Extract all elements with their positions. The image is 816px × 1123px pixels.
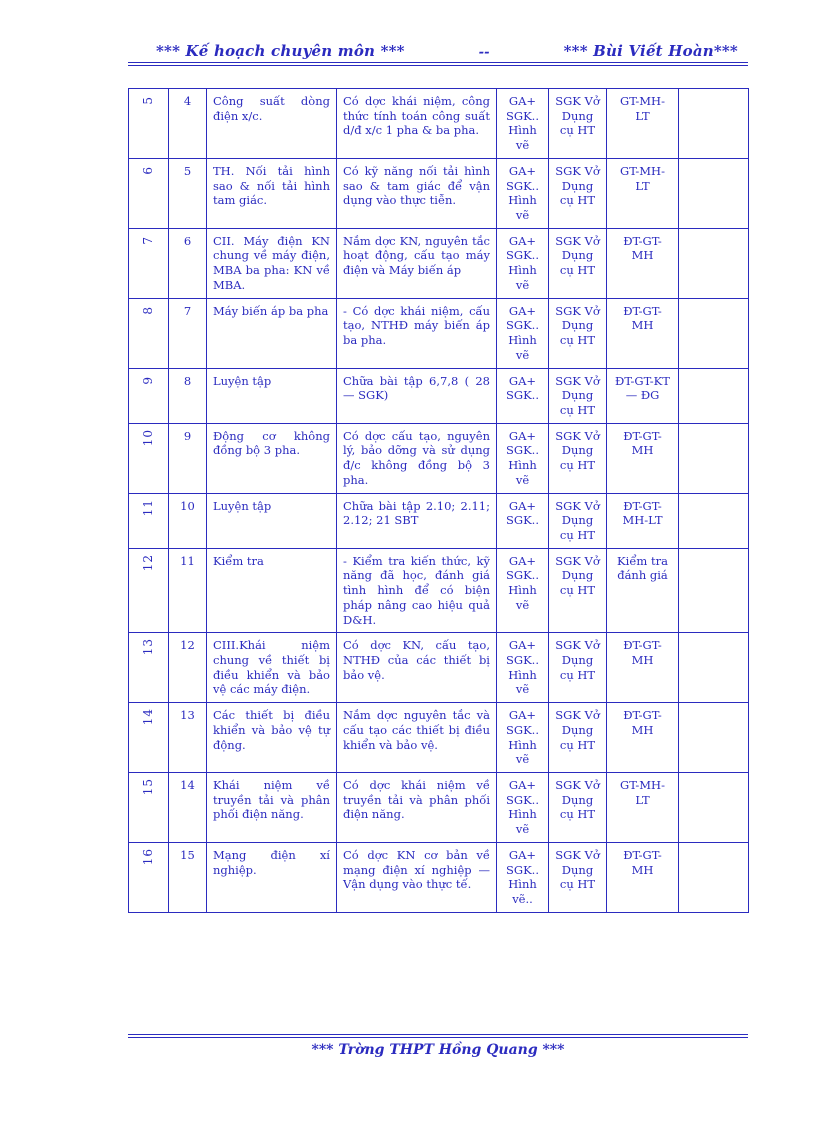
cell-period: 9 (169, 423, 207, 493)
cell-note (679, 89, 749, 159)
cell-note (679, 633, 749, 703)
week-value: 13 (140, 638, 155, 656)
header-author: *** Bùi Viết Hoàn*** (563, 42, 738, 60)
week-value: 16 (140, 847, 155, 866)
cell-period: 8 (169, 368, 207, 423)
cell-preparation: GA+ SGK.. Hình vẽ (497, 228, 549, 298)
cell-topic: TH. Nối tải hình sao & nối tải hình tam giác. (207, 158, 337, 228)
cell-equipment: SGK Vở Dụng cụ HT (549, 842, 607, 912)
cell-preparation: GA+ SGK.. (497, 368, 549, 423)
cell-preparation: GA+ SGK.. Hình vẽ (497, 548, 549, 633)
week-value: 14 (140, 708, 155, 726)
table-row (129, 633, 749, 703)
cell-topic: Khái niệm về truyền tải và phân phối điện năng. (207, 773, 337, 843)
cell-preparation: GA+ SGK.. Hình vẽ (497, 773, 549, 843)
week-value: 9 (140, 375, 155, 385)
cell-method: ĐT-GT-MH (607, 298, 679, 368)
week-value: 6 (140, 166, 155, 175)
cell-period: 5 (169, 158, 207, 228)
cell-note (679, 228, 749, 298)
header-title-left: *** Kế hoạch chuyên môn *** (156, 42, 405, 60)
cell-period: 13 (169, 703, 207, 773)
table-row (129, 89, 749, 159)
cell-equipment: SGK Vở Dụng cụ HT (549, 89, 607, 159)
cell-topic: CII. Máy điện KN chung về máy điện, MBA ba pha: KN về MBA. (207, 228, 337, 298)
cell-week (129, 773, 169, 843)
cell-equipment: SGK Vở Dụng cụ HT (549, 158, 607, 228)
cell-method: GT-MH-LT (607, 773, 679, 843)
week-value: 8 (140, 305, 155, 315)
cell-method: ĐT-GT-KT — ĐG (607, 368, 679, 423)
cell-preparation: GA+ SGK.. (497, 493, 549, 548)
cell-week (129, 89, 169, 159)
cell-goal: - Kiểm tra kiến thức, kỹ năng đã học, đánh giá tình hình để có biện pháp nâng cao hiệu quả D&H. (337, 548, 497, 633)
cell-preparation: GA+ SGK.. Hình vẽ (497, 89, 549, 159)
table-row (129, 158, 749, 228)
cell-equipment: SGK Vở Dụng cụ HT (549, 773, 607, 843)
cell-note (679, 493, 749, 548)
footer-school-name: *** Trờng THPT Hồng Quang *** (311, 1042, 565, 1058)
week-value: 5 (140, 96, 155, 105)
week-value: 11 (140, 498, 155, 516)
cell-preparation: GA+ SGK.. Hình vẽ (497, 703, 549, 773)
table-row (129, 423, 749, 493)
cell-goal: Chữa bài tập 2.10; 2.11; 2.12; 21 SBT (337, 493, 497, 548)
cell-goal: Có dợc khái niệm về truyền tải và phân phối điện năng. (337, 773, 497, 843)
cell-period: 6 (169, 228, 207, 298)
week-value: 12 (140, 553, 155, 571)
cell-goal: Có dợc khái niệm, công thức tính toán công suất d/đ x/c 1 pha & ba pha. (337, 89, 497, 159)
cell-topic: Luyện tập (207, 368, 337, 423)
header-separator: -- (478, 45, 490, 60)
cell-week (129, 368, 169, 423)
cell-preparation: GA+ SGK.. Hình vẽ (497, 423, 549, 493)
cell-topic: Công suất dòng điện x/c. (207, 89, 337, 159)
table-row (129, 368, 749, 423)
cell-period: 4 (169, 89, 207, 159)
table-row (129, 228, 749, 298)
schedule-table-body (129, 89, 749, 913)
cell-note (679, 548, 749, 633)
cell-equipment: SGK Vở Dụng cụ HT (549, 703, 607, 773)
cell-goal: Có dợc KN, cấu tạo, NTHĐ của các thiết bị bảo vệ. (337, 633, 497, 703)
cell-goal: Chữa bài tập 6,7,8 ( 28 — SGK) (337, 368, 497, 423)
table-row (129, 493, 749, 548)
cell-method: ĐT-GT-MH (607, 633, 679, 703)
week-value: 10 (140, 428, 155, 446)
cell-preparation: GA+ SGK.. Hình vẽ (497, 633, 549, 703)
cell-method: ĐT-GT-MH (607, 423, 679, 493)
cell-week (129, 493, 169, 548)
cell-week (129, 298, 169, 368)
cell-week (129, 423, 169, 493)
cell-method: Kiểm tra đánh giá (607, 548, 679, 633)
cell-equipment: SGK Vở Dụng cụ HT (549, 298, 607, 368)
cell-period: 7 (169, 298, 207, 368)
cell-goal: Có dợc cấu tạo, nguyên lý, bảo dỡng và sử dụng đ/c không đồng bộ 3 pha. (337, 423, 497, 493)
cell-method: ĐT-GT-MH (607, 703, 679, 773)
cell-equipment: SGK Vở Dụng cụ HT (549, 368, 607, 423)
cell-topic: Động cơ không đồng bộ 3 pha. (207, 423, 337, 493)
table-row (129, 773, 749, 843)
cell-week (129, 158, 169, 228)
cell-goal: - Có dợc khái niệm, cấu tạo, NTHĐ máy biến áp ba pha. (337, 298, 497, 368)
cell-note (679, 368, 749, 423)
cell-note (679, 842, 749, 912)
cell-note (679, 773, 749, 843)
cell-topic: Luyện tập (207, 493, 337, 548)
cell-method: GT-MH-LT (607, 158, 679, 228)
table-row (129, 548, 749, 633)
cell-method: ĐT-GT-MH (607, 228, 679, 298)
cell-preparation: GA+ SGK.. Hình vẽ.. (497, 842, 549, 912)
cell-topic: Các thiết bị điều khiển và bảo vệ tự động. (207, 703, 337, 773)
cell-goal: Nắm dợc KN, nguyên tắc hoạt động, cấu tạo máy điện và Máy biến áp (337, 228, 497, 298)
week-value: 15 (140, 778, 155, 796)
cell-note (679, 703, 749, 773)
cell-method: ĐT-GT-MH (607, 842, 679, 912)
cell-goal: Có kỹ năng nối tải hình sao & tam giác để vận dụng vào thực tiễn. (337, 158, 497, 228)
cell-note (679, 423, 749, 493)
header-line (128, 42, 748, 60)
table-row (129, 842, 749, 912)
page-footer (128, 1034, 748, 1058)
cell-week (129, 633, 169, 703)
cell-topic: Mạng điện xí nghiệp. (207, 842, 337, 912)
cell-topic: Kiểm tra (207, 548, 337, 633)
cell-preparation: GA+ SGK.. Hình vẽ (497, 158, 549, 228)
cell-equipment: SGK Vở Dụng cụ HT (549, 548, 607, 633)
footer-divider (128, 1034, 748, 1038)
cell-goal: Nắm dợc nguyên tắc và cấu tạo các thiết bị điều khiển và bảo vệ. (337, 703, 497, 773)
cell-note (679, 158, 749, 228)
cell-equipment: SGK Vở Dụng cụ HT (549, 228, 607, 298)
cell-week (129, 228, 169, 298)
cell-week (129, 548, 169, 633)
cell-equipment: SGK Vở Dụng cụ HT (549, 493, 607, 548)
cell-topic: CIII.Khái niệm chung về thiết bị điều khiển và bảo vệ các máy điện. (207, 633, 337, 703)
cell-topic: Máy biến áp ba pha (207, 298, 337, 368)
table-row (129, 703, 749, 773)
cell-goal: Có dợc KN cơ bản về mạng điện xí nghiệp — Vận dụng vào thực tế. (337, 842, 497, 912)
cell-period: 10 (169, 493, 207, 548)
cell-method: ĐT-GT-MH-LT (607, 493, 679, 548)
cell-equipment: SGK Vở Dụng cụ HT (549, 423, 607, 493)
cell-period: 11 (169, 548, 207, 633)
page-header (128, 42, 748, 66)
table-row (129, 298, 749, 368)
cell-preparation: GA+ SGK.. Hình vẽ (497, 298, 549, 368)
cell-equipment: SGK Vở Dụng cụ HT (549, 633, 607, 703)
cell-week (129, 842, 169, 912)
cell-method: GT-MH-LT (607, 89, 679, 159)
cell-week (129, 703, 169, 773)
week-value: 7 (140, 236, 155, 245)
cell-period: 14 (169, 773, 207, 843)
cell-period: 12 (169, 633, 207, 703)
cell-note (679, 298, 749, 368)
header-divider (128, 62, 748, 66)
cell-period: 15 (169, 842, 207, 912)
schedule-table (128, 88, 749, 913)
